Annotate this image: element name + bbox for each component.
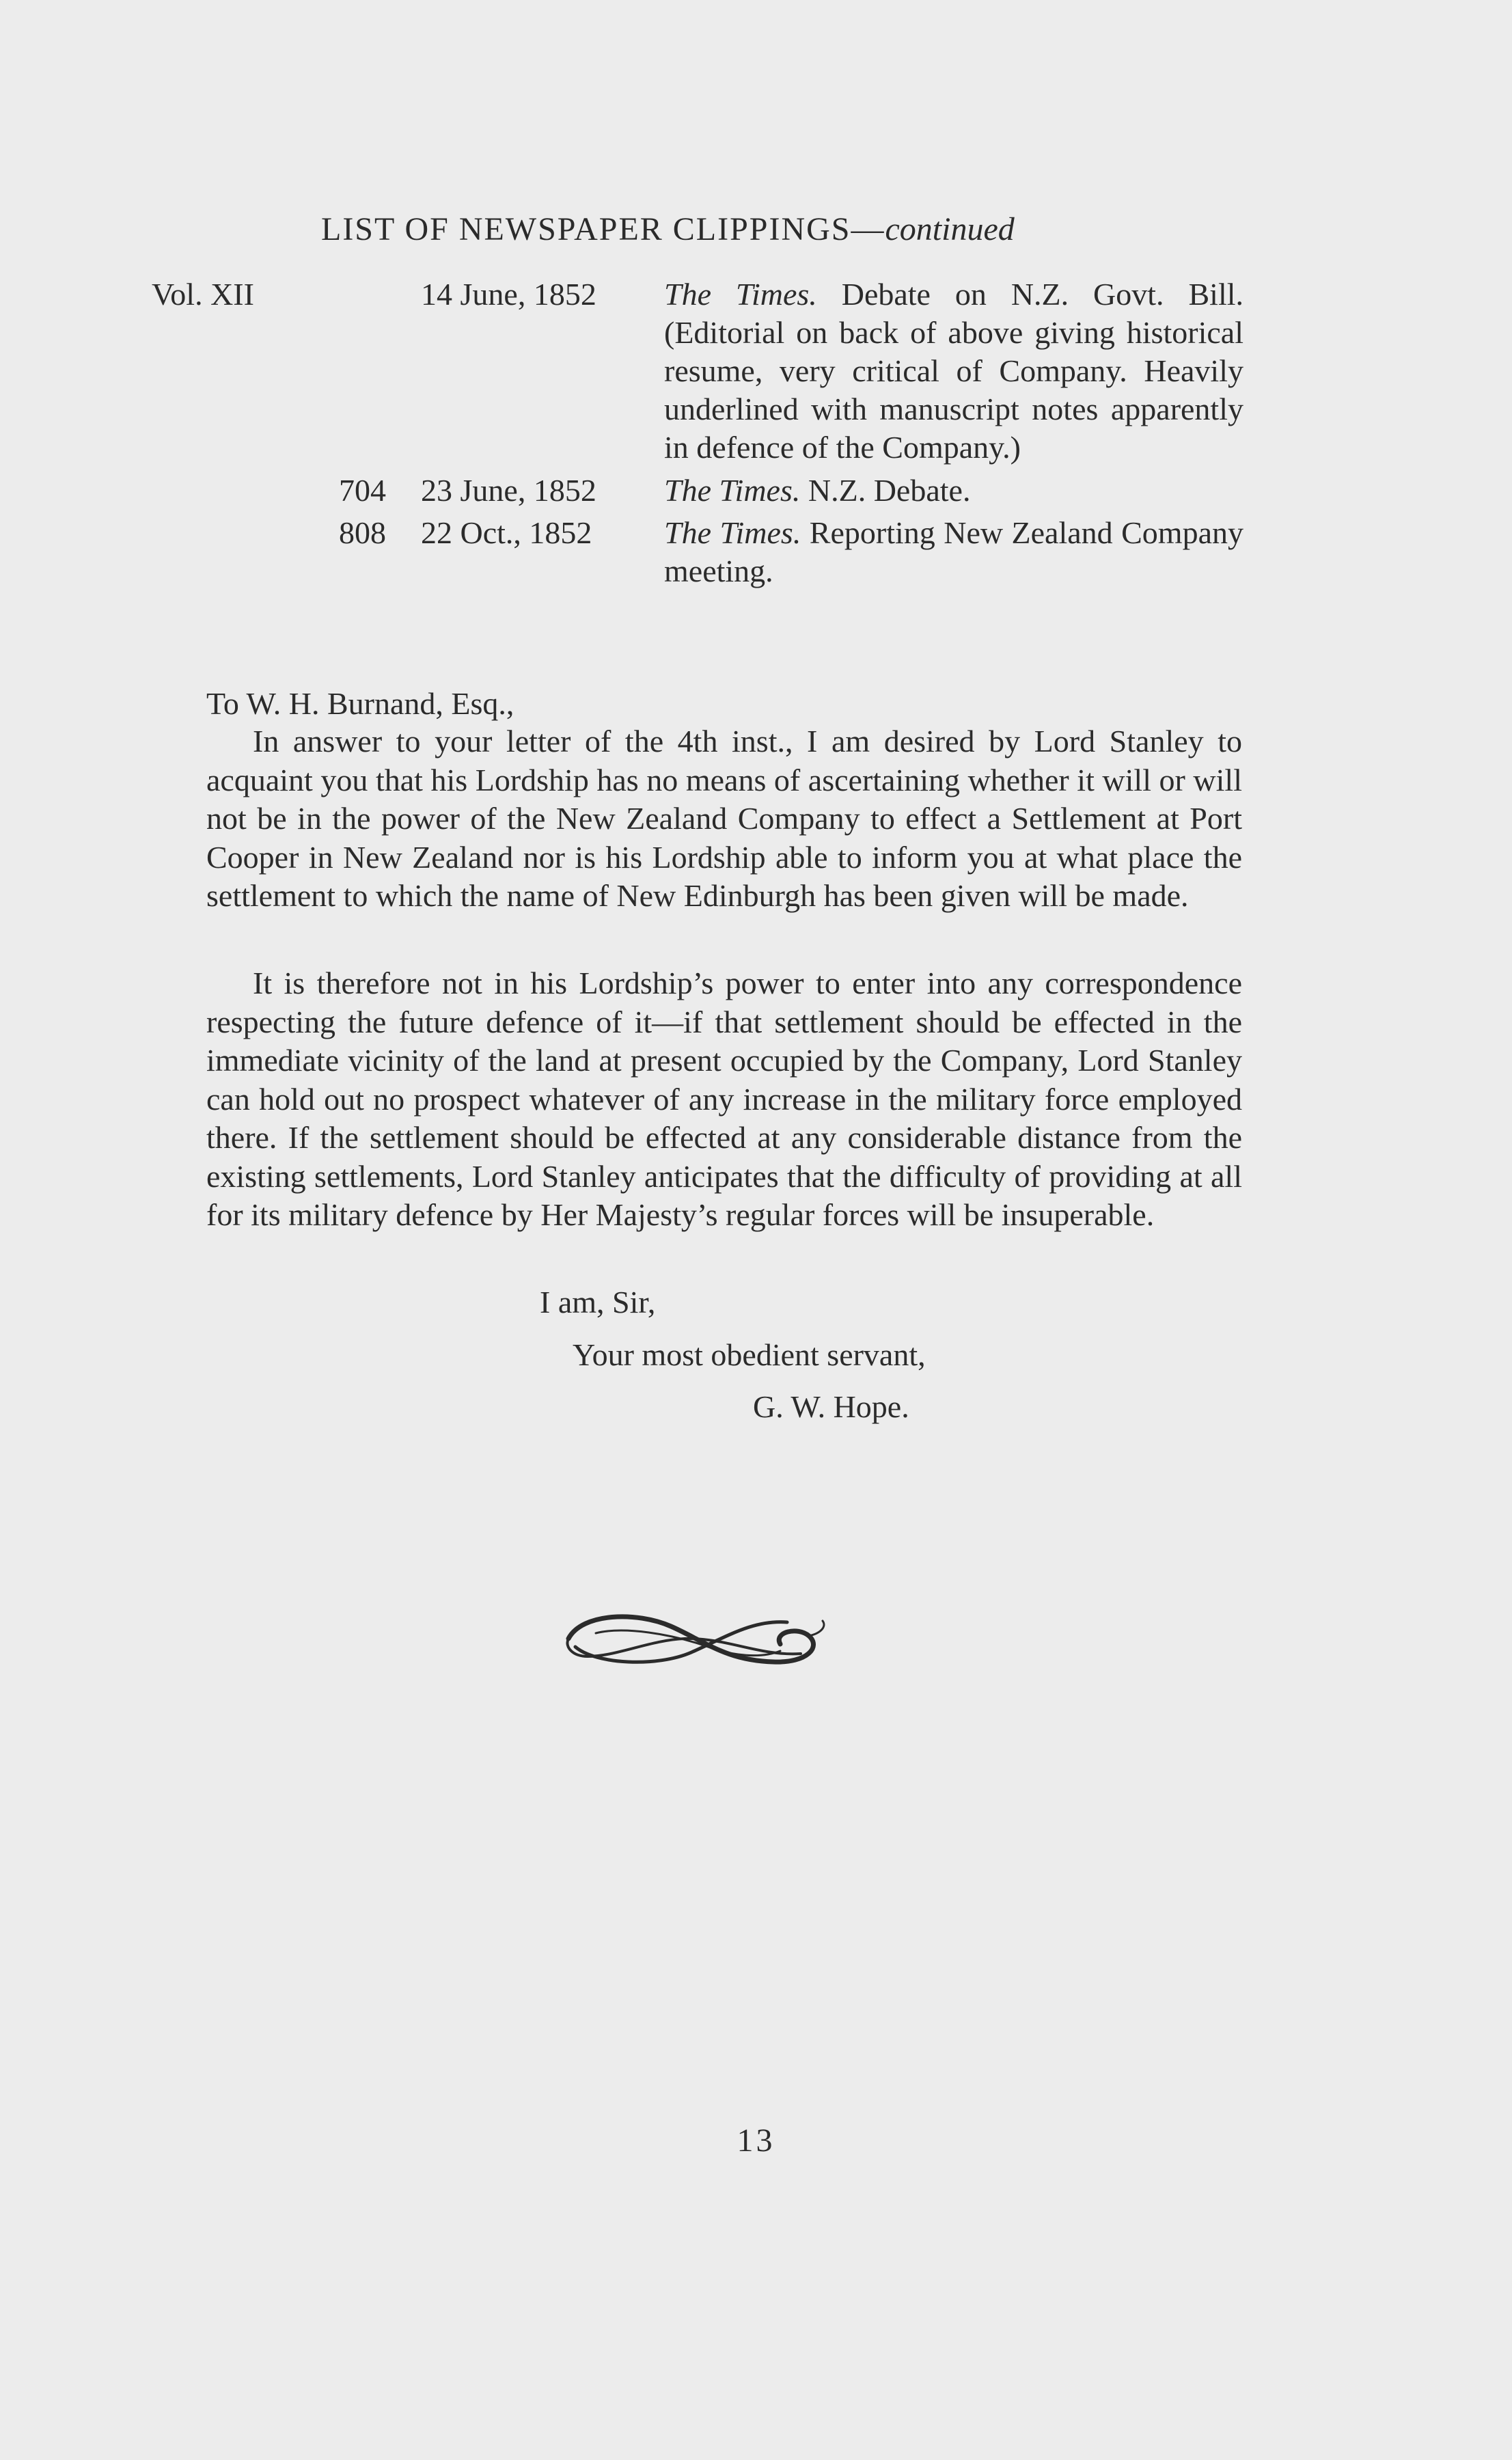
clipping-number: 808 <box>339 515 386 550</box>
clipping-description <box>664 514 1243 590</box>
heading-continued: continued <box>885 211 1015 247</box>
clipping-text: Debate on N.Z. Govt. Bill. (Editorial on back of above giving historical resume, very critical of Company. Heavily underlined with manuscript notes apparently in defence of the Company.) <box>664 277 1243 465</box>
letter-closing: I am, Sir, <box>540 1285 656 1320</box>
clipping-description <box>664 472 1243 510</box>
heading-main: LIST OF NEWSPAPER CLIPPINGS— <box>321 211 885 247</box>
letter-salutation: To W. H. Burnand, Esq., <box>206 686 514 721</box>
clipping-paper-title: The Times. <box>664 277 817 312</box>
clipping-date: 23 June, 1852 <box>421 473 596 508</box>
letter-paragraph: In answer to your letter of the 4th inst., I am desired by Lord Stanley to acquaint you that his Lordship has no means of ascertaining whether it will or will not be in the power of the New Zealand Company to effect a Settlement at Port Cooper in New Zealand nor is his Lordship able to inform you at what place the settlement to which the name of New Edinburgh has been given will be made. <box>206 724 1242 913</box>
clipping-date: 14 June, 1852 <box>421 277 596 312</box>
clipping-paper-title: The Times. <box>664 473 801 508</box>
clipping-volume: Vol. XII <box>152 277 254 312</box>
clipping-number: 704 <box>339 473 386 508</box>
letter-signature: G. W. Hope. <box>753 1389 909 1424</box>
clipping-text: N.Z. Debate. <box>800 473 971 508</box>
clipping-paper-title: The Times. <box>664 515 801 550</box>
clipping-text: Reporting New Zealand Company meeting. <box>664 515 1243 588</box>
letter-valediction: Your most obedient servant, <box>573 1337 926 1372</box>
flourish-ornament-icon <box>555 1599 828 1688</box>
clipping-date: 22 Oct., 1852 <box>421 515 592 550</box>
page-number: 13 <box>737 2122 775 2159</box>
clipping-description <box>664 275 1243 467</box>
letter-paragraph: It is therefore not in his Lordship’s power to enter into any correspondence respecting the future defence of it—if that settlement should be effected in the immediate vicinity of the land at present occupied by the Company, Lord Stanley can hold out no prospect whatever of any increase in the military force employed there. If the settlement should be effected at any considerable distance from the existing settlements, Lord Stanley anticipates that the difficulty of providing at all for its military defence by Her Majesty’s regular forces will be insuperable. <box>206 966 1242 1232</box>
page-heading <box>321 210 1209 248</box>
